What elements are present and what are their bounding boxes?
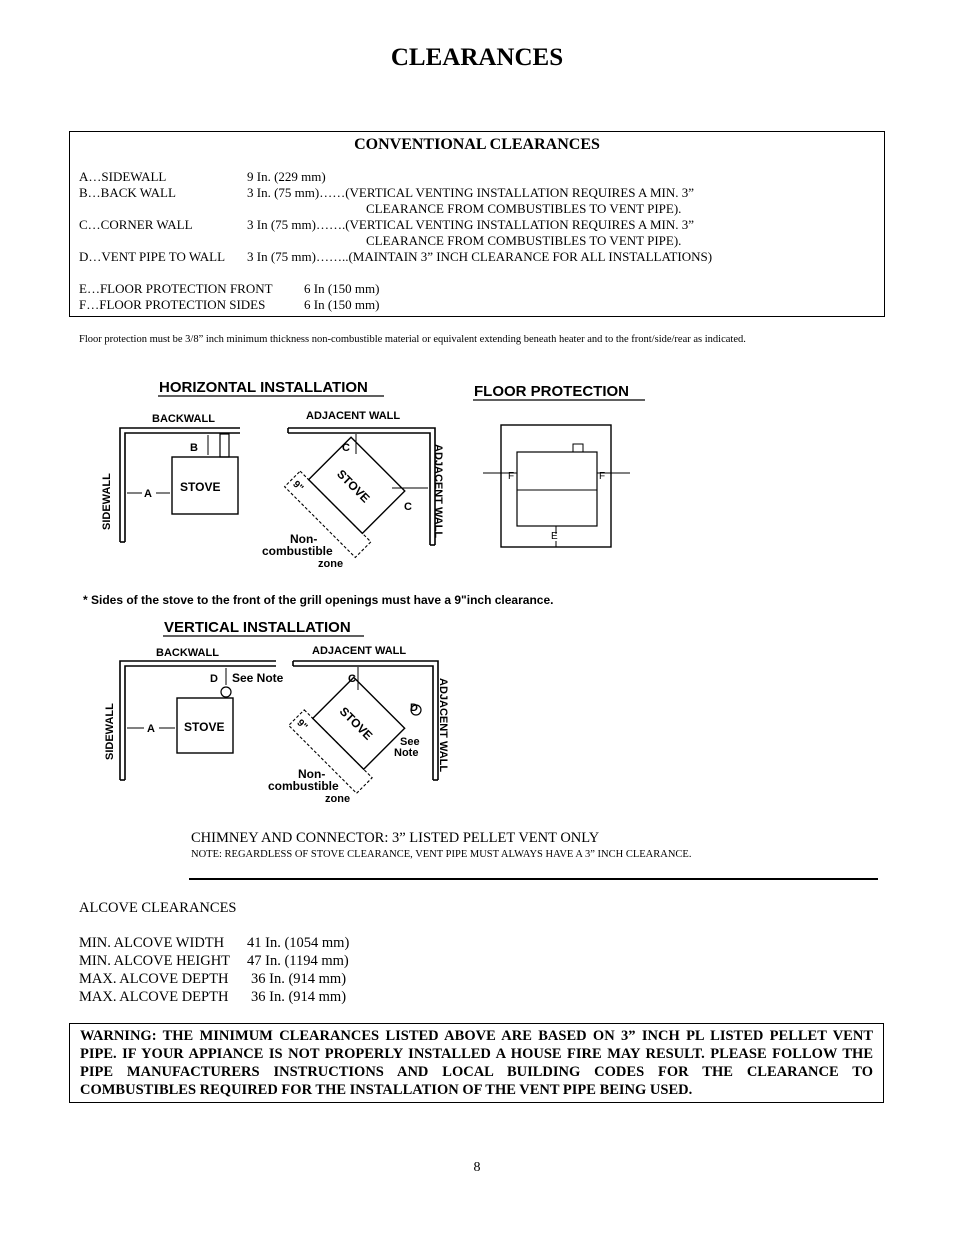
non-label-vertical: Non- (298, 767, 326, 781)
clearance-value-b: 3 In. (75 mm)……(VERTICAL VENTING INSTALLATION REQUIRES A MIN. 3” (247, 185, 694, 200)
clearance-note-c: CLEARANCE FROM COMBUSTIBLES TO VENT PIPE). (366, 233, 682, 248)
conventional-clearances-title: CONVENTIONAL CLEARANCES (354, 136, 600, 153)
horizontal-installation-title: HORIZONTAL INSTALLATION (159, 379, 368, 396)
clearance-value-c: 3 In (75 mm)…….(VERTICAL VENTING INSTALLATION REQUIRES A MIN. 3” (247, 217, 694, 232)
page-number: 8 (473, 1160, 481, 1175)
stove-label-horizontal: STOVE (180, 480, 221, 494)
vertical-installation-title: VERTICAL INSTALLATION (164, 619, 351, 636)
combustible-label-vertical: combustible (268, 779, 339, 793)
clearance-label-a: A…SIDEWALL (79, 169, 167, 184)
see-label-vertical: See (400, 736, 420, 748)
clearance-label-c: C…CORNER WALL (79, 217, 193, 232)
warning-box: WARNING: THE MINIMUM CLEARANCES LISTED ABOVE ARE BASED ON 3” INCH PL LISTED PELLET VENT PIPE. IF YOUR APPIANCE IS NOT PROPERLY INSTALLED A HOUSE FIRE MAY RESULT. PLEASE FOLLOW THE PIPE MANUFACTURERS INSTRUCTIONS AND LOCAL BUILDING CODES FOR THE CLEARANCE TO COMBUSTIBLES REQUIRED FOR THE INSTALLATION OF THE VENT PIPE BEING USED. (69, 1023, 884, 1103)
clearance-label-b: B…BACK WALL (79, 185, 176, 200)
section-divider (189, 878, 878, 880)
see-note-label-vertical: See Note (232, 671, 284, 685)
alcove-value-width: 41 In. (1054 mm) (247, 935, 350, 951)
label-a-horizontal: A (144, 488, 152, 500)
non-label-horizontal: Non- (290, 532, 318, 546)
clearance-note-b: CLEARANCE FROM COMBUSTIBLES TO VENT PIPE). (366, 201, 682, 216)
sidewall-label-horizontal: SIDEWALL (101, 473, 113, 530)
zone-label-vertical: zone (325, 793, 351, 805)
label-c-vertical: C (348, 673, 356, 685)
label-f-right: F (599, 471, 606, 482)
backwall-label-horizontal: BACKWALL (152, 413, 215, 425)
stove-label-horizontal-rotated: STOVE (334, 466, 373, 506)
clearance-value-d: 3 In (75 mm)……..(MAINTAIN 3” INCH CLEARANCE FOR ALL INSTALLATIONS) (247, 249, 713, 264)
clearance-label-f: F…FLOOR PROTECTION SIDES (79, 297, 266, 312)
adjacent-wall-label-horizontal: ADJACENT WALL (306, 410, 401, 422)
stove-label-vertical-rotated: STOVE (336, 704, 376, 743)
sidewall-label-vertical: SIDEWALL (104, 703, 116, 760)
alcove-value-depth: 36 In. (914 mm) (251, 971, 347, 987)
label-d-vertical-right: D (410, 702, 418, 714)
clearance-value-e: 6 In (150 mm) (304, 281, 380, 296)
page-title: CLEARANCES (390, 44, 564, 71)
alcove-value-height: 47 In. (1194 mm) (247, 953, 349, 969)
label-f-left: F (508, 471, 515, 482)
alcove-label-width: MIN. ALCOVE WIDTH (79, 935, 225, 951)
nine-inch-label-horizontal: 9" (290, 478, 306, 494)
adjacent-wall-label-vertical: ADJACENT WALL (312, 645, 407, 657)
installation-diagram (80, 362, 678, 812)
zone-label-horizontal: zone (318, 558, 344, 570)
grill-clearance-note: * Sides of the stove to the front of the grill openings must have a 9"inch clearance. (83, 593, 554, 607)
alcove-label-depth-2: MAX. ALCOVE DEPTH (79, 989, 229, 1005)
adjacent-wall-vertical-label-vertical: ADJACENT WALL (437, 678, 449, 773)
alcove-label-height: MIN. ALCOVE HEIGHT (79, 953, 231, 969)
floor-protection-title: FLOOR PROTECTION (474, 383, 629, 400)
conventional-clearances-box (69, 131, 885, 317)
alcove-title: ALCOVE CLEARANCES (79, 900, 237, 916)
backwall-label-vertical: BACKWALL (156, 647, 219, 659)
clearance-label-e: E…FLOOR PROTECTION FRONT (79, 281, 273, 296)
combustible-label-horizontal: combustible (262, 544, 333, 558)
label-d-vertical: D (210, 673, 218, 685)
clearance-label-d: D…VENT PIPE TO WALL (79, 249, 226, 264)
note-label-vertical: Note (394, 747, 419, 759)
chimney-connector-line: CHIMNEY AND CONNECTOR: 3” LISTED PELLET VENT ONLY (191, 830, 600, 846)
label-c-horizontal: C (342, 442, 350, 454)
label-a-vertical: A (147, 723, 155, 735)
alcove-value-depth-2: 36 In. (914 mm) (251, 989, 347, 1005)
adjacent-wall-vertical-label-horizontal: ADJACENT WALL (432, 444, 444, 539)
alcove-label-depth: MAX. ALCOVE DEPTH (79, 971, 229, 987)
clearance-value-a: 9 In. (229 mm) (247, 169, 326, 184)
chimney-connector-note: NOTE: REGARDLESS OF STOVE CLEARANCE, VENT PIPE MUST ALWAYS HAVE A 3” INCH CLEARANCE. (191, 849, 692, 860)
clearance-value-f: 6 In (150 mm) (304, 297, 380, 312)
label-c2-horizontal: C (404, 501, 412, 513)
stove-label-vertical: STOVE (184, 720, 225, 734)
floor-protection-note: Floor protection must be 3/8” inch minimum thickness non-combustible material or equivalent extending beneath heater and to the front/side/rear as indicated. (79, 334, 746, 345)
label-b-horizontal: B (190, 442, 198, 454)
label-e-floor: E (551, 531, 558, 542)
nine-inch-label-vertical: 9" (294, 717, 310, 733)
